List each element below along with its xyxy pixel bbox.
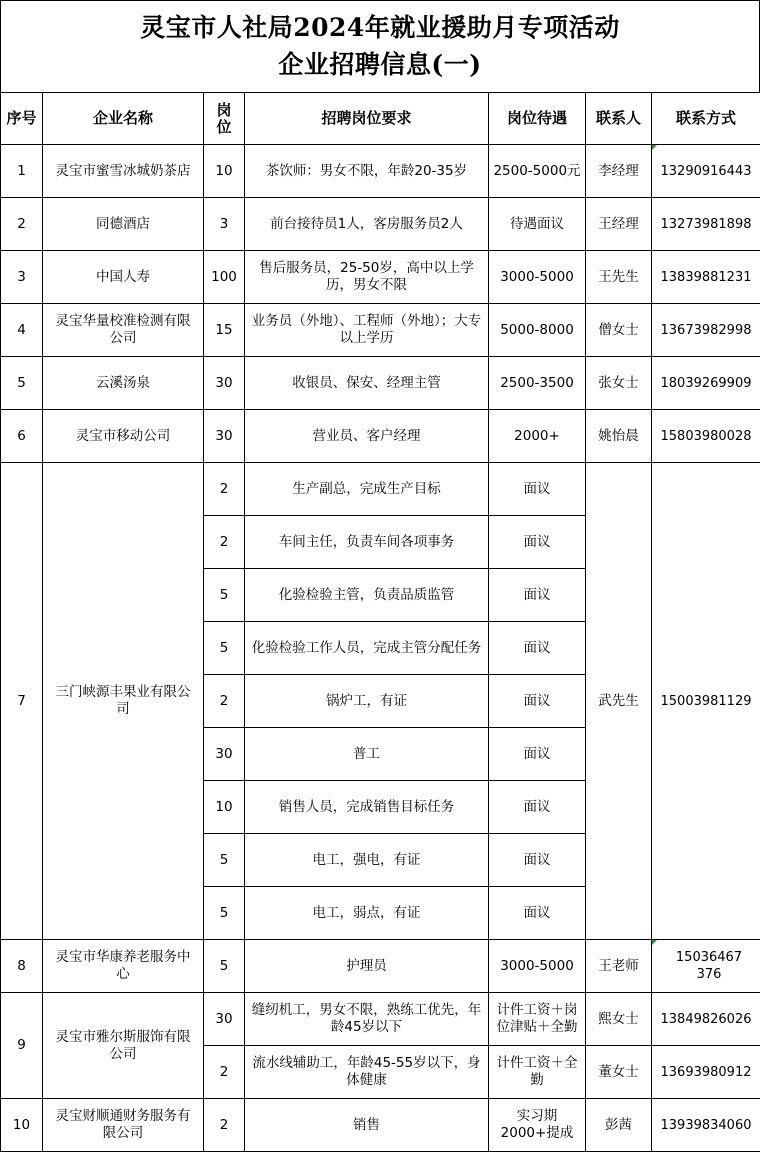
title-line-1: 灵宝市人社局2024年就业援助月专项活动: [140, 13, 620, 42]
cell-requirements: 普工: [245, 728, 489, 781]
cell-salary: 3000-5000: [489, 940, 586, 993]
cell-contact: 王老师: [586, 940, 652, 993]
cell-requirements: 电工，弱点，有证: [245, 887, 489, 940]
cell-salary: 面议: [489, 622, 586, 675]
cell-phone: 15803980028: [652, 410, 760, 463]
cell-company: 灵宝华量校准检测有限公司: [43, 304, 204, 357]
cell-contact: 张女士: [586, 357, 652, 410]
header-row: [1, 93, 760, 145]
cell-company: 三门峡源丰果业有限公司: [43, 463, 204, 940]
cell-requirements: 业务员（外地）、工程师（外地）；大专以上学历: [245, 304, 489, 357]
table-row: [1, 993, 760, 1046]
cell-salary: 3000-5000: [489, 251, 586, 304]
cell-company: 中国人寿: [43, 251, 204, 304]
cell-salary: 面议: [489, 834, 586, 887]
cell-contact: 彭茜: [586, 1099, 652, 1152]
cell-contact: 董女士: [586, 1046, 652, 1099]
cell-requirements: 售后服务员，25-50岁，高中以上学历，男女不限: [245, 251, 489, 304]
cell-count: 30: [204, 993, 245, 1046]
cell-salary: 面议: [489, 463, 586, 516]
header-count: 岗 位: [204, 93, 245, 145]
cell-seq: 1: [1, 145, 43, 198]
cell-phone: 13839881231: [652, 251, 760, 304]
recruitment-table: [0, 92, 760, 1152]
cell-phone: 13273981898: [652, 198, 760, 251]
cell-count: 10: [204, 145, 245, 198]
cell-requirements: 电工，强电，有证: [245, 834, 489, 887]
cell-salary: 2500-3500: [489, 357, 586, 410]
cell-phone: 13849826026: [652, 993, 760, 1046]
title-line-2: 企业招聘信息(一): [278, 50, 482, 79]
cell-count: 30: [204, 410, 245, 463]
cell-count: 5: [204, 887, 245, 940]
cell-count: 10: [204, 781, 245, 834]
cell-phone: 13939834060: [652, 1099, 760, 1152]
cell-count: 30: [204, 357, 245, 410]
cell-count: 15: [204, 304, 245, 357]
cell-phone: 13693980912: [652, 1046, 760, 1099]
cell-count: 2: [204, 675, 245, 728]
cell-seq: 10: [1, 1099, 43, 1152]
header-contact: 联系人: [586, 93, 652, 145]
cell-requirements: 销售: [245, 1099, 489, 1152]
cell-requirements: 锅炉工，有证: [245, 675, 489, 728]
cell-requirements: 缝纫机工，男女不限，熟练工优先，年龄45岁以下: [245, 993, 489, 1046]
cell-count: 2: [204, 516, 245, 569]
cell-requirements: 营业员、客户经理: [245, 410, 489, 463]
cell-seq: 3: [1, 251, 43, 304]
cell-requirements: 销售人员，完成销售目标任务: [245, 781, 489, 834]
cell-requirements: 护理员: [245, 940, 489, 993]
cell-salary: 2000+: [489, 410, 586, 463]
header-phone: 联系方式: [652, 93, 760, 145]
cell-requirements: 车间主任，负责车间各项事务: [245, 516, 489, 569]
cell-seq: 9: [1, 993, 43, 1099]
cell-count: 2: [204, 1099, 245, 1152]
cell-seq: 2: [1, 198, 43, 251]
cell-company: 灵宝市移动公司: [43, 410, 204, 463]
cell-seq: 8: [1, 940, 43, 993]
cell-requirements: 茶饮师：男女不限，年龄20-35岁: [245, 145, 489, 198]
cell-seq: 6: [1, 410, 43, 463]
cell-phone: 15036467376: [652, 940, 760, 993]
cell-company: 灵宝财顺通财务服务有限公司: [43, 1099, 204, 1152]
cell-contact: 王经理: [586, 198, 652, 251]
cell-seq: 5: [1, 357, 43, 410]
table-row: [1, 1099, 760, 1152]
cell-company: 同德酒店: [43, 198, 204, 251]
cell-requirements: 收银员、保安、经理主管: [245, 357, 489, 410]
cell-contact: 熙女士: [586, 993, 652, 1046]
cell-contact: 李经理: [586, 145, 652, 198]
title-block: [0, 0, 760, 92]
cell-count: 5: [204, 940, 245, 993]
cell-count: 100: [204, 251, 245, 304]
cell-phone: 13290916443: [652, 145, 760, 198]
cell-salary: 面议: [489, 516, 586, 569]
table-row: [1, 304, 760, 357]
cell-seq: 7: [1, 463, 43, 940]
cell-requirements: 化验检验主管，负责品质监管: [245, 569, 489, 622]
cell-seq: 4: [1, 304, 43, 357]
cell-requirements: 生产副总，完成生产目标: [245, 463, 489, 516]
cell-salary: 实习期2000+提成: [489, 1099, 586, 1152]
cell-salary: 待遇面议: [489, 198, 586, 251]
cell-contact: 王先生: [586, 251, 652, 304]
cell-contact: 僧女士: [586, 304, 652, 357]
cell-count: 2: [204, 463, 245, 516]
header-salary: 岗位待遇: [489, 93, 586, 145]
cell-company: 灵宝市华康养老服务中心: [43, 940, 204, 993]
header-seq: 序号: [1, 93, 43, 145]
cell-salary: 计件工资＋岗位津贴＋全勤: [489, 993, 586, 1046]
table-row: [1, 463, 760, 516]
cell-count: 5: [204, 834, 245, 887]
cell-salary: 5000-8000: [489, 304, 586, 357]
cell-salary: 面议: [489, 728, 586, 781]
cell-phone: 15003981129: [652, 463, 760, 940]
cell-salary: 面议: [489, 781, 586, 834]
cell-count: 2: [204, 1046, 245, 1099]
cell-salary: 面议: [489, 887, 586, 940]
cell-phone: 18039269909: [652, 357, 760, 410]
cell-company: 云溪汤泉: [43, 357, 204, 410]
cell-requirements: 流水线辅助工，年龄45-55岁以下，身体健康: [245, 1046, 489, 1099]
cell-count: 3: [204, 198, 245, 251]
cell-salary: 面议: [489, 569, 586, 622]
table-row: [1, 410, 760, 463]
cell-count: 5: [204, 569, 245, 622]
cell-count: 5: [204, 622, 245, 675]
cell-contact: 武先生: [586, 463, 652, 940]
table-row: [1, 940, 760, 993]
header-requirements: 招聘岗位要求: [245, 93, 489, 145]
cell-requirements: 化验检验工作人员，完成主管分配任务: [245, 622, 489, 675]
cell-count: 30: [204, 728, 245, 781]
header-company: 企业名称: [43, 93, 204, 145]
cell-company: 灵宝市雅尔斯服饰有限公司: [43, 993, 204, 1099]
cell-company: 灵宝市蜜雪冰城奶茶店: [43, 145, 204, 198]
cell-contact: 姚怡晨: [586, 410, 652, 463]
table-row: [1, 251, 760, 304]
table-row: [1, 145, 760, 198]
cell-salary: 面议: [489, 675, 586, 728]
cell-salary: 计件工资＋全勤: [489, 1046, 586, 1099]
table-row: [1, 198, 760, 251]
cell-salary: 2500-5000元: [489, 145, 586, 198]
cell-phone: 13673982998: [652, 304, 760, 357]
cell-requirements: 前台接待员1人，客房服务员2人: [245, 198, 489, 251]
table-row: [1, 357, 760, 410]
